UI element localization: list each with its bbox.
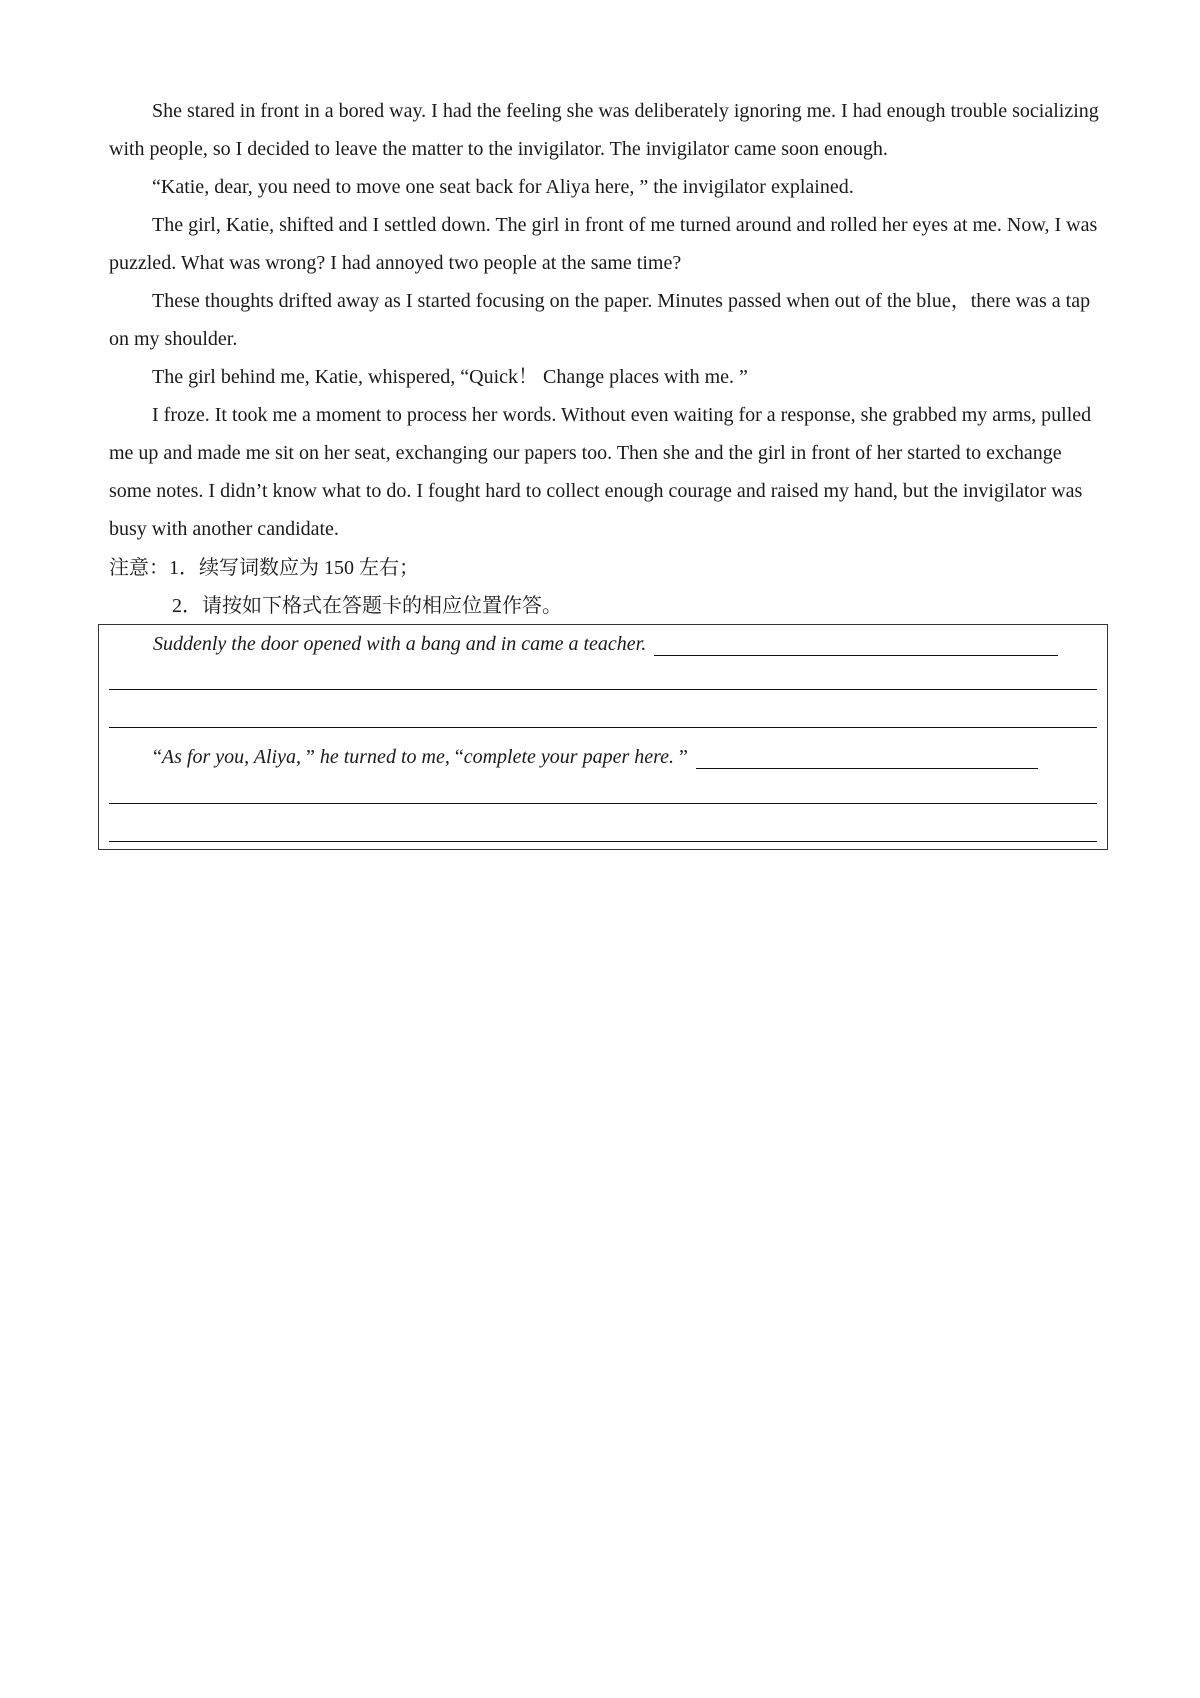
- prompt-2-part-b: he turned to me: [319, 746, 445, 768]
- instruction-word-count: 注意：1．续写词数应为 150 左右；: [109, 557, 419, 579]
- instruction-format: 2．请按如下格式在答题卡的相应位置作答。: [172, 595, 562, 617]
- prompt-2-quote-close-2: ”: [674, 746, 688, 768]
- story-paragraph: I froze. It took me a moment to process her words. Without even waiting for a response, she grabbed my arms, pulled me up and made me sit on her seat, exchanging our papers too. Then she and the girl in front of her started to exchange some notes. I didn’t know what to do. I fought hard to collect enough courage and raised my hand, but the invigilator was busy with another candidate.: [109, 404, 1092, 540]
- answer-line[interactable]: [109, 689, 1097, 690]
- prompt-2-part-c: complete your paper here.: [463, 746, 675, 768]
- prompt-2-quote-open-2: , “: [444, 746, 464, 768]
- answer-line[interactable]: [109, 841, 1097, 842]
- story-paragraph: These thoughts drifted away as I started focusing on the paper. Minutes passed when out of the blue，there was a tap on my shoulder.: [109, 290, 1091, 350]
- prompt-1-text: Suddenly the door opened with a bang and in came a teacher.: [153, 633, 647, 655]
- story-paragraph: She stared in front in a bored way. I had the feeling she was deliberately ignoring me. I had enough trouble socializing with people, so I decided to leave the matter to the invigilator. The invigilator came soon enough.: [109, 100, 1099, 160]
- answer-line[interactable]: [109, 727, 1097, 728]
- prompt-2-part-a: As for you, Aliya,: [161, 746, 301, 768]
- answer-blank[interactable]: [654, 654, 1058, 656]
- story-text: [109, 92, 1099, 548]
- answer-box: [98, 624, 1108, 850]
- continuation-prompt-1: [153, 633, 1058, 656]
- story-paragraph: The girl, Katie, shifted and I settled down. The girl in front of me turned around and rolled her eyes at me. Now, I was puzzled. What was wrong? I had annoyed two people at the same time?: [109, 214, 1098, 274]
- instructions: [109, 549, 1099, 625]
- story-paragraph: The girl behind me, Katie, whispered, “Quick！ Change places with me. ”: [152, 366, 748, 388]
- answer-blank[interactable]: [696, 767, 1038, 769]
- answer-line[interactable]: [109, 803, 1097, 804]
- story-paragraph: “Katie, dear, you need to move one seat back for Aliya here, ” the invigilator explained.: [152, 176, 854, 198]
- prompt-2-quote-close: ”: [300, 746, 320, 768]
- prompt-2-quote-open: “: [153, 746, 162, 768]
- continuation-prompt-2: [153, 746, 1038, 769]
